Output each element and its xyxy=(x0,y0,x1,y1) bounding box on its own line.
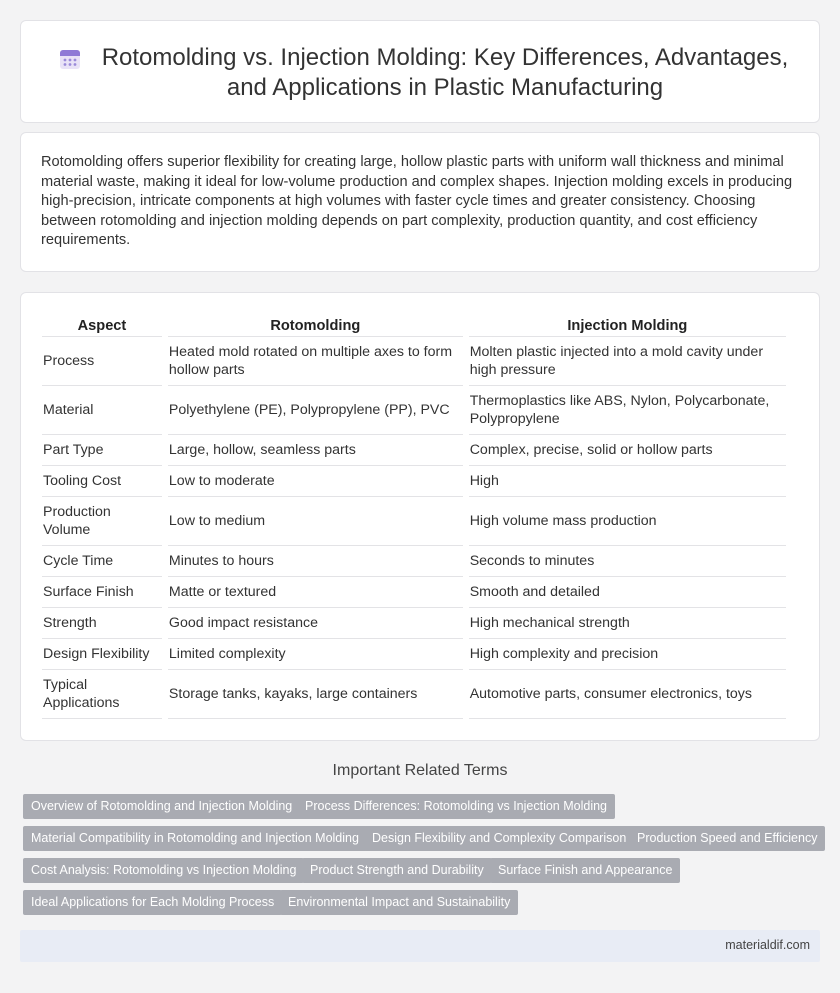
table-row xyxy=(42,337,786,386)
row-aspect: Tooling Cost xyxy=(42,466,162,497)
row-injection: High complexity and precision xyxy=(469,639,786,670)
row-rotomolding: Large, hollow, seamless parts xyxy=(168,435,463,466)
related-term-link[interactable]: Overview of Rotomolding and Injection Molding xyxy=(23,794,300,819)
related-term-link[interactable]: Environmental Impact and Sustainability xyxy=(280,890,518,915)
row-aspect: Production Volume xyxy=(42,497,162,546)
table-row xyxy=(42,497,786,546)
row-aspect: Design Flexibility xyxy=(42,639,162,670)
row-aspect: Part Type xyxy=(42,435,162,466)
row-aspect: Surface Finish xyxy=(42,577,162,608)
row-injection: Automotive parts, consumer electronics, toys xyxy=(469,670,786,719)
table-row xyxy=(42,639,786,670)
table-row xyxy=(42,670,786,719)
row-rotomolding: Low to moderate xyxy=(168,466,463,497)
header-injection-molding: Injection Molding xyxy=(469,317,786,337)
comparison-table xyxy=(36,317,792,719)
related-term-link[interactable]: Cost Analysis: Rotomolding vs Injection Molding xyxy=(23,858,304,883)
row-injection: Molten plastic injected into a mold cavity under high pressure xyxy=(469,337,786,386)
table-row xyxy=(42,546,786,577)
header-rotomolding: Rotomolding xyxy=(168,317,463,337)
row-injection: High xyxy=(469,466,786,497)
row-aspect: Strength xyxy=(42,608,162,639)
row-aspect: Typical Applications xyxy=(42,670,162,719)
related-term-link[interactable]: Product Strength and Durability xyxy=(302,858,492,883)
footer-site-link[interactable]: materialdif.com xyxy=(725,938,810,952)
row-rotomolding: Minutes to hours xyxy=(168,546,463,577)
related-term-link[interactable]: Material Compatibility in Rotomolding and Injection Molding xyxy=(23,826,367,851)
table-row xyxy=(42,577,786,608)
footer xyxy=(20,930,820,962)
related-term-link[interactable]: Ideal Applications for Each Molding Process xyxy=(23,890,282,915)
row-rotomolding: Good impact resistance xyxy=(168,608,463,639)
row-rotomolding: Limited complexity xyxy=(168,639,463,670)
related-term-link[interactable]: Production Speed and Efficiency xyxy=(629,826,825,851)
row-injection: Seconds to minutes xyxy=(469,546,786,577)
intro-card xyxy=(20,132,820,272)
related-term-link[interactable]: Design Flexibility and Complexity Comparison xyxy=(364,826,634,851)
table-row xyxy=(42,608,786,639)
row-rotomolding: Matte or textured xyxy=(168,577,463,608)
title-card xyxy=(20,20,820,123)
row-injection: Smooth and detailed xyxy=(469,577,786,608)
comparison-card xyxy=(20,292,820,741)
row-aspect: Material xyxy=(42,386,162,435)
row-injection: Complex, precise, solid or hollow parts xyxy=(469,435,786,466)
row-injection: Thermoplastics like ABS, Nylon, Polycarbonate, Polypropylene xyxy=(469,386,786,435)
header-aspect: Aspect xyxy=(42,317,162,337)
table-header-row xyxy=(42,317,786,337)
table-row xyxy=(42,466,786,497)
table-row xyxy=(42,386,786,435)
related-term-link[interactable]: Process Differences: Rotomolding vs Injection Molding xyxy=(297,794,615,819)
related-terms-heading: Important Related Terms xyxy=(332,762,508,779)
row-aspect: Process xyxy=(42,337,162,386)
page-title: Rotomolding vs. Injection Molding: Key Differences, Advantages, and Applications in Plastic Manufacturing xyxy=(101,44,789,101)
row-rotomolding: Polyethylene (PE), Polypropylene (PP), PVC xyxy=(168,386,463,435)
row-rotomolding: Low to medium xyxy=(168,497,463,546)
row-injection: High volume mass production xyxy=(469,497,786,546)
row-aspect: Cycle Time xyxy=(42,546,162,577)
row-rotomolding: Storage tanks, kayaks, large containers xyxy=(168,670,463,719)
intro-paragraph: Rotomolding offers superior flexibility for creating large, hollow plastic parts with uniform wall thickness and minimal material waste, making it ideal for low-volume production and complex shapes. Injection molding excels in producing high-precision, intricate components at high volumes with faster cycle times and greater consistency. Choosing between rotomolding and injection molding depends on part complexity, production quantity, and cost efficiency requirements. xyxy=(41,154,793,249)
related-term-link[interactable]: Surface Finish and Appearance xyxy=(490,858,680,883)
row-rotomolding: Heated mold rotated on multiple axes to form hollow parts xyxy=(168,337,463,386)
calendar-icon xyxy=(59,48,81,70)
row-injection: High mechanical strength xyxy=(469,608,786,639)
table-row xyxy=(42,435,786,466)
